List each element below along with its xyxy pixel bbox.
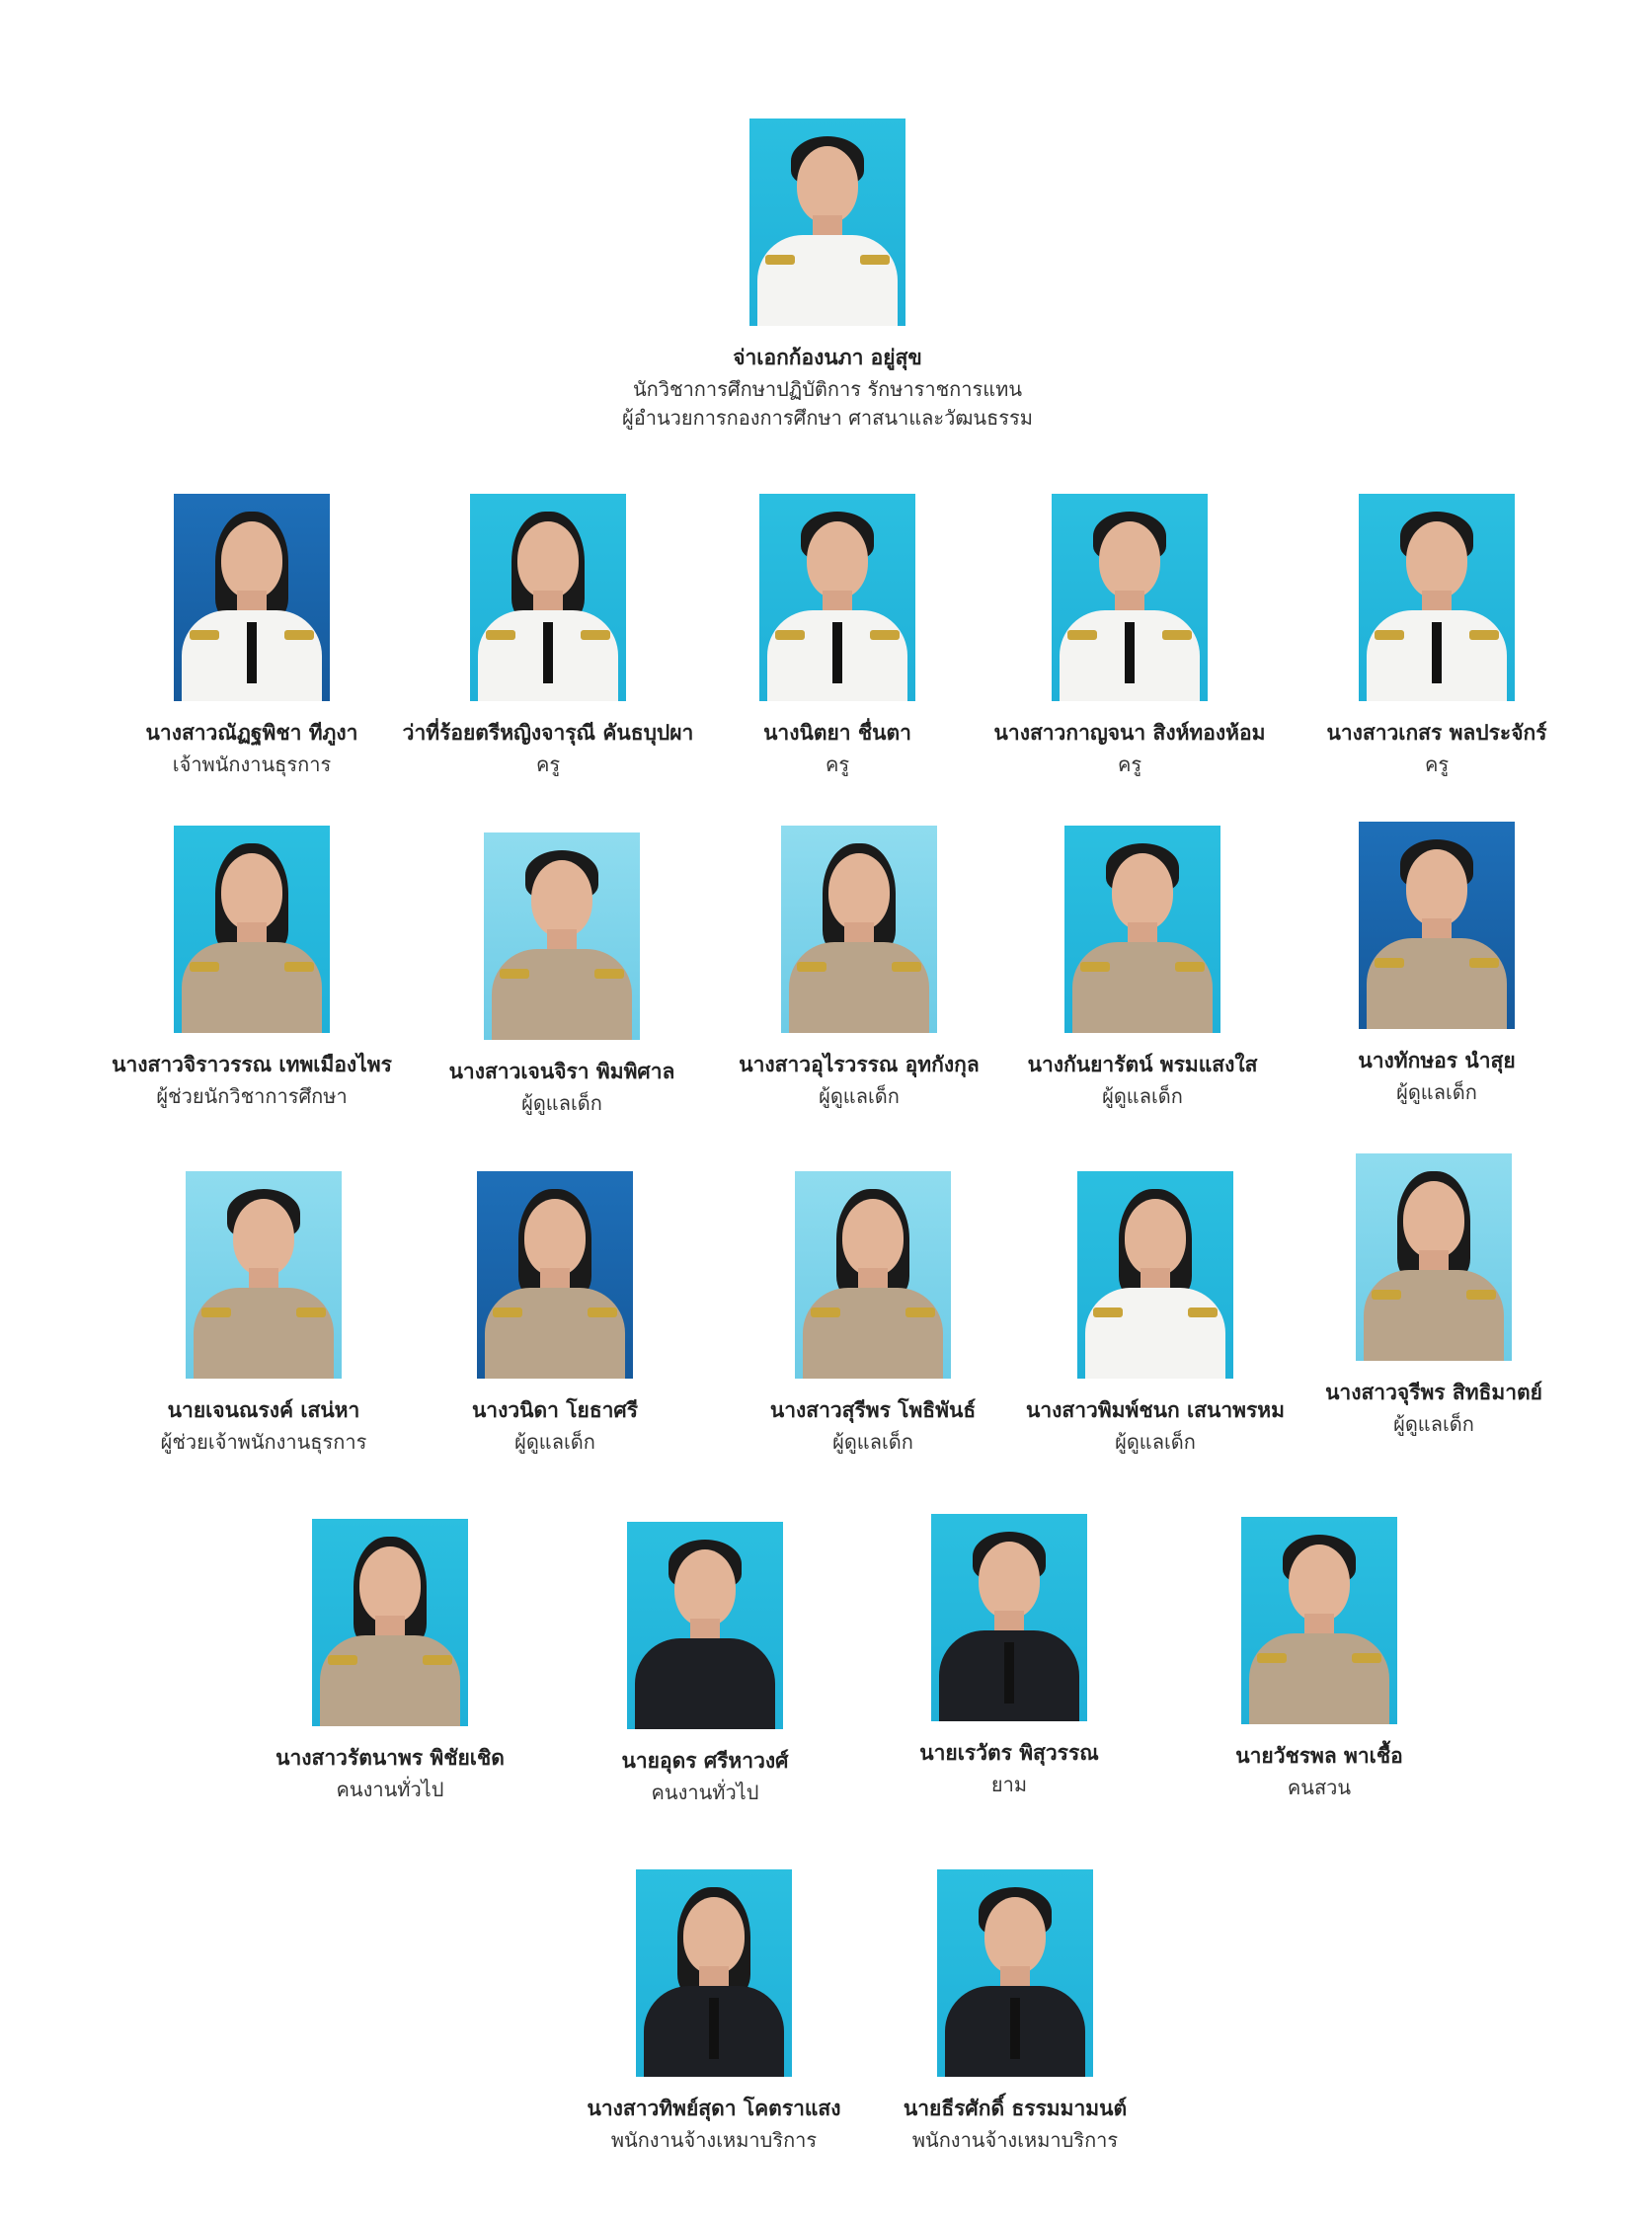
staff-name: นางสาวเจนจิรา พิมพิศาล bbox=[448, 1060, 675, 1083]
staff-photo bbox=[1359, 494, 1515, 701]
staff-photo bbox=[937, 1869, 1093, 2077]
staff-role: ผู้ช่วยนักวิชาการศึกษา bbox=[156, 1084, 348, 1108]
staff-role: พนักงานจ้างเหมาบริการ bbox=[610, 2128, 818, 2152]
staff-name: นางทักษอร นำสุย bbox=[1358, 1049, 1516, 1072]
staff-photo bbox=[759, 494, 915, 701]
staff-role: พนักงานจ้างเหมาบริการ bbox=[911, 2128, 1119, 2152]
staff-card bbox=[387, 1171, 723, 1456]
staff-name: นางสาวจิราวรรณ เทพเมืองไพร bbox=[112, 1053, 392, 1076]
director-photo bbox=[749, 119, 905, 326]
staff-card bbox=[546, 1869, 882, 2154]
staff-photo bbox=[186, 1171, 342, 1379]
staff-photo bbox=[1356, 1153, 1512, 1361]
staff-role: ผู้ช่วยเจ้าพนักงานธุรการ bbox=[160, 1430, 367, 1454]
staff-card bbox=[537, 1522, 873, 1806]
staff-name: นายธีรศักดิ์ ธรรมมามนต์ bbox=[903, 2097, 1128, 2120]
staff-photo bbox=[484, 832, 640, 1040]
staff-card bbox=[96, 1171, 432, 1456]
staff-photo bbox=[931, 1514, 1087, 1721]
staff-name: ว่าที่ร้อยตรีหญิงจารุณี คันธบุปผา bbox=[402, 721, 694, 745]
staff-name: นายเรวัตร พิสุวรรณ bbox=[919, 1741, 1099, 1765]
staff-photo bbox=[1052, 494, 1208, 701]
staff-name: นางกันยารัตน์ พรมแสงใส bbox=[1027, 1053, 1258, 1076]
staff-role: ผู้ดูแลเด็ก bbox=[1393, 1412, 1474, 1436]
staff-card bbox=[380, 494, 716, 778]
staff-role: ครู bbox=[825, 753, 850, 776]
staff-photo bbox=[174, 494, 330, 701]
staff-name: นางสาวสุรีพร โพธิพันธ์ bbox=[769, 1398, 977, 1422]
staff-photo bbox=[1241, 1517, 1397, 1724]
staff-photo bbox=[781, 826, 937, 1033]
staff-role: ครู bbox=[535, 753, 561, 776]
staff-role: คนงานทั่วไป bbox=[651, 1781, 759, 1804]
director-name: จ่าเอกก้องนภา อยู่สุข bbox=[733, 346, 922, 369]
staff-card bbox=[1269, 822, 1605, 1106]
staff-card bbox=[841, 1514, 1177, 1798]
staff-card bbox=[962, 494, 1298, 778]
staff-name: นางนิตยา ชื่นตา bbox=[763, 721, 911, 745]
staff-role: เจ้าพนักงานธุรการ bbox=[172, 753, 332, 776]
staff-photo bbox=[477, 1171, 633, 1379]
staff-photo bbox=[174, 826, 330, 1033]
staff-photo bbox=[312, 1519, 468, 1726]
staff-card bbox=[84, 826, 420, 1110]
staff-photo bbox=[627, 1522, 783, 1729]
staff-name: นายวัชรพล พาเชื้อ bbox=[1235, 1744, 1403, 1768]
staff-role: ผู้ดูแลเด็ก bbox=[1115, 1430, 1196, 1454]
staff-card bbox=[1269, 494, 1605, 778]
staff-role: ครู bbox=[1424, 753, 1450, 776]
staff-card bbox=[1151, 1517, 1487, 1801]
staff-name: นางสาวกาญจนา สิงห์ทองห้อม bbox=[993, 721, 1266, 745]
staff-role: ผู้ดูแลเด็ก bbox=[514, 1430, 595, 1454]
staff-role: ผู้ดูแลเด็ก bbox=[819, 1084, 900, 1108]
staff-role: ผู้ดูแลเด็ก bbox=[1396, 1080, 1477, 1104]
staff-card bbox=[847, 1869, 1183, 2154]
staff-name: นางสาวเกสร พลประจักร์ bbox=[1326, 721, 1547, 745]
staff-role: คนงานทั่วไป bbox=[336, 1778, 444, 1801]
staff-name: นายเจนณรงค์ เสน่หา bbox=[167, 1398, 360, 1422]
staff-role: ครู bbox=[1117, 753, 1142, 776]
staff-name: นางวนิดา โยธาศรี bbox=[471, 1398, 639, 1422]
staff-role: ผู้ดูแลเด็ก bbox=[521, 1091, 602, 1115]
staff-role: ผู้ดูแลเด็ก bbox=[1102, 1084, 1183, 1108]
staff-role: ยาม bbox=[990, 1773, 1028, 1796]
director-role-line1: นักวิชาการศึกษาปฏิบัติการ รักษาราชการแทน bbox=[632, 377, 1022, 401]
staff-photo bbox=[1077, 1171, 1233, 1379]
staff-card bbox=[1266, 1153, 1602, 1438]
staff-name: นางสาวพิมพ์ชนก เสนาพรหม bbox=[1026, 1398, 1285, 1422]
staff-role: คนสวน bbox=[1287, 1776, 1352, 1799]
staff-photo bbox=[636, 1869, 792, 2077]
staff-photo bbox=[470, 494, 626, 701]
staff-photo bbox=[795, 1171, 951, 1379]
staff-name: นางสาวทิพย์สุดา โคตราแสง bbox=[587, 2097, 841, 2120]
staff-name: นางสาวณัฏฐพิชา ทีภูงา bbox=[145, 721, 358, 745]
director-role-line2: ผู้อำนวยการกองการศึกษา ศาสนาและวัฒนธรรม bbox=[622, 406, 1033, 430]
staff-card bbox=[394, 832, 730, 1117]
staff-role: ผู้ดูแลเด็ก bbox=[832, 1430, 913, 1454]
staff-name: นางสาวรัตนาพร พิชัยเชิด bbox=[275, 1746, 505, 1770]
staff-name: นางสาวจุรีพร สิทธิมาตย์ bbox=[1325, 1381, 1542, 1404]
staff-photo bbox=[1064, 826, 1220, 1033]
staff-card bbox=[84, 494, 420, 778]
staff-name: นายอุดร ศรีหาวงศ์ bbox=[621, 1749, 789, 1773]
staff-card bbox=[222, 1519, 558, 1803]
staff-photo bbox=[1359, 822, 1515, 1029]
director-card bbox=[551, 119, 1104, 433]
staff-name: นางสาวอุไรวรรณ อุทกังกุล bbox=[739, 1053, 980, 1076]
staff-card bbox=[975, 826, 1310, 1110]
staff-card bbox=[669, 494, 1005, 778]
